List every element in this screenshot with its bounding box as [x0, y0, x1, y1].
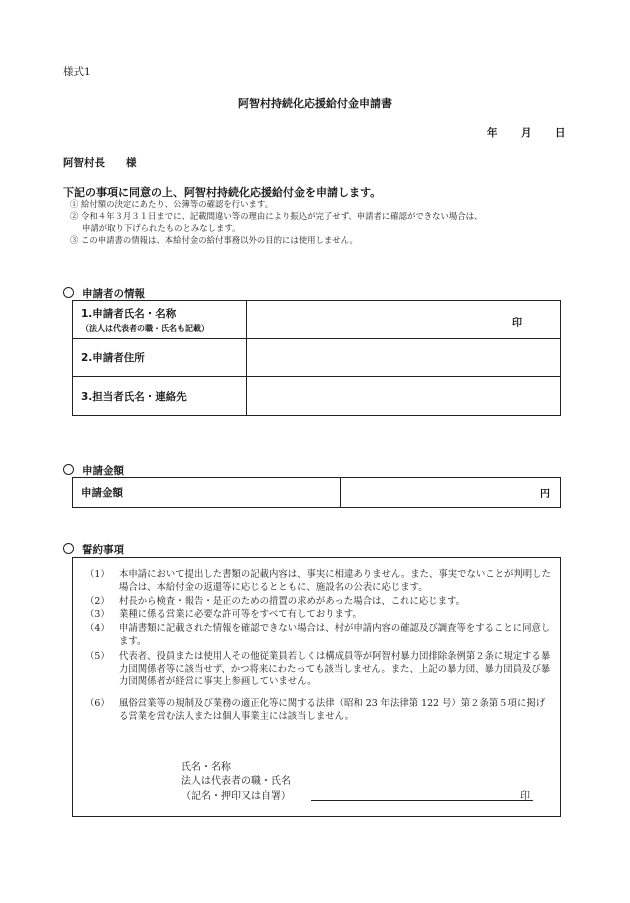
date-year-label: 年 [487, 127, 498, 139]
circle-bullet-icon [63, 287, 74, 298]
pledge-item [85, 596, 551, 609]
applicant-address-field[interactable] [247, 339, 561, 377]
pledge-item-number: （5） [85, 651, 110, 662]
circle-bullet-icon [63, 543, 74, 554]
circle-bullet-icon [63, 464, 74, 475]
pledge-item-text: 風俗営業等の規制及び業務の適正化等に関する法律（昭和 23 年法律第 122 号）第２条第５項に掲げる営業を営む法人または個人事業主には該当しません。 [119, 698, 546, 722]
pledge-box [72, 557, 561, 817]
note-item: 申請が取り下げられたものとみなします。 [82, 223, 241, 233]
pledge-item [85, 698, 551, 723]
pledge-item [85, 651, 551, 689]
pledge-item-number: （1） [85, 569, 110, 580]
table-row [73, 377, 561, 416]
seal-mark: 印 [512, 318, 522, 329]
note-item: ② 令和４年３月３１日までに、記載間違い等の理由により振込が完了せず、申請者に確認ができない場合は、 [70, 211, 483, 221]
signature-line[interactable] [311, 800, 533, 801]
pledge-item [85, 569, 551, 594]
pledge-item-number: （2） [85, 596, 110, 607]
pledge-item-number: （3） [85, 609, 110, 620]
contact-label: 3.担当者氏名・連絡先 [81, 390, 187, 403]
addressee: 阿智村長 様 [63, 157, 137, 169]
applicant-section-heading [63, 286, 145, 301]
date-month-label: 月 [521, 127, 532, 139]
table-row [73, 301, 561, 339]
applicant-info-table [72, 300, 561, 416]
notes-list [70, 198, 482, 246]
form-number: 様式1 [63, 66, 91, 78]
applicant-address-label-cell [73, 339, 247, 377]
amount-table [72, 477, 561, 508]
amount-heading-text: 申請金額 [82, 465, 124, 477]
signature-name-label: 氏名・名称 [181, 762, 231, 773]
pledge-item-text: 代表者、役員または使用人その他従業員若しくは構成員等が阿智村暴力団排除条例第２条に規定する暴力団関係者等に該当せず、かつ将来にわたっても該当しません。また、上記の暴力団、暴力団員及び暴力団関係者が経営に事実上参画していません。 [119, 651, 551, 687]
pledge-item [85, 609, 551, 622]
amount-label: 申請金額 [73, 478, 341, 508]
amount-section-heading [63, 463, 124, 478]
pledge-item-text: 村長から検査・報告・是正のための措置の求めがあった場合は、これに応じます。 [119, 596, 466, 607]
pledge-item-number: （4） [85, 623, 110, 634]
signature-seal-mark: 印 [520, 791, 530, 802]
signature-method-label: （記名・押印又は自署） [181, 791, 291, 802]
pledge-item-text: 業種に係る営業に必要な許可等をすべて有しております。 [119, 609, 362, 620]
applicant-address-label: 2.申請者住所 [81, 352, 145, 364]
applicant-name-field[interactable] [247, 301, 561, 339]
pledge-item [85, 623, 551, 648]
lead-statement: 下記の事項に同意の上、阿智村持続化応援給付金を申請します。 [63, 186, 382, 199]
pledge-heading-text: 誓約事項 [82, 544, 124, 556]
applicant-name-label: 1.申請者氏名・名称 [81, 307, 177, 320]
contact-label-cell [73, 377, 247, 416]
pledge-item-text: 申請書類に記載された情報を確認できない場合は、村が申請内容の確認及び調査等をすることに同意します。 [119, 623, 551, 647]
applicant-heading-text: 申請者の情報 [82, 288, 145, 300]
note-item: ③ この申請書の情報は、本給付金の給付事務以外の目的には使用しません。 [70, 235, 358, 245]
amount-field[interactable] [341, 478, 561, 508]
pledge-section-heading [63, 542, 124, 557]
contact-field[interactable] [247, 377, 561, 416]
applicant-name-sublabel: （法人は代表者の職・氏名も記載） [81, 323, 209, 333]
signature-title-label: 法人は代表者の職・氏名 [181, 776, 291, 787]
page-title: 阿智村持続化応援給付金申請書 [238, 97, 392, 110]
note-item: ① 給付額の決定にあたり、公簿等の確認を行います。 [70, 199, 273, 209]
yen-unit: 円 [540, 489, 550, 500]
pledge-item-text: 本申請において提出した書類の記載内容は、事実に相違ありません。また、事実でないことが判明した場合は、本給付金の返還等に応じるとともに、施設名の公表に応じます。 [119, 569, 551, 593]
date-day-label: 日 [555, 127, 566, 139]
table-row [73, 339, 561, 377]
table-row [73, 478, 561, 508]
pledge-item-number: （6） [85, 698, 110, 709]
applicant-name-label-cell [73, 301, 247, 339]
